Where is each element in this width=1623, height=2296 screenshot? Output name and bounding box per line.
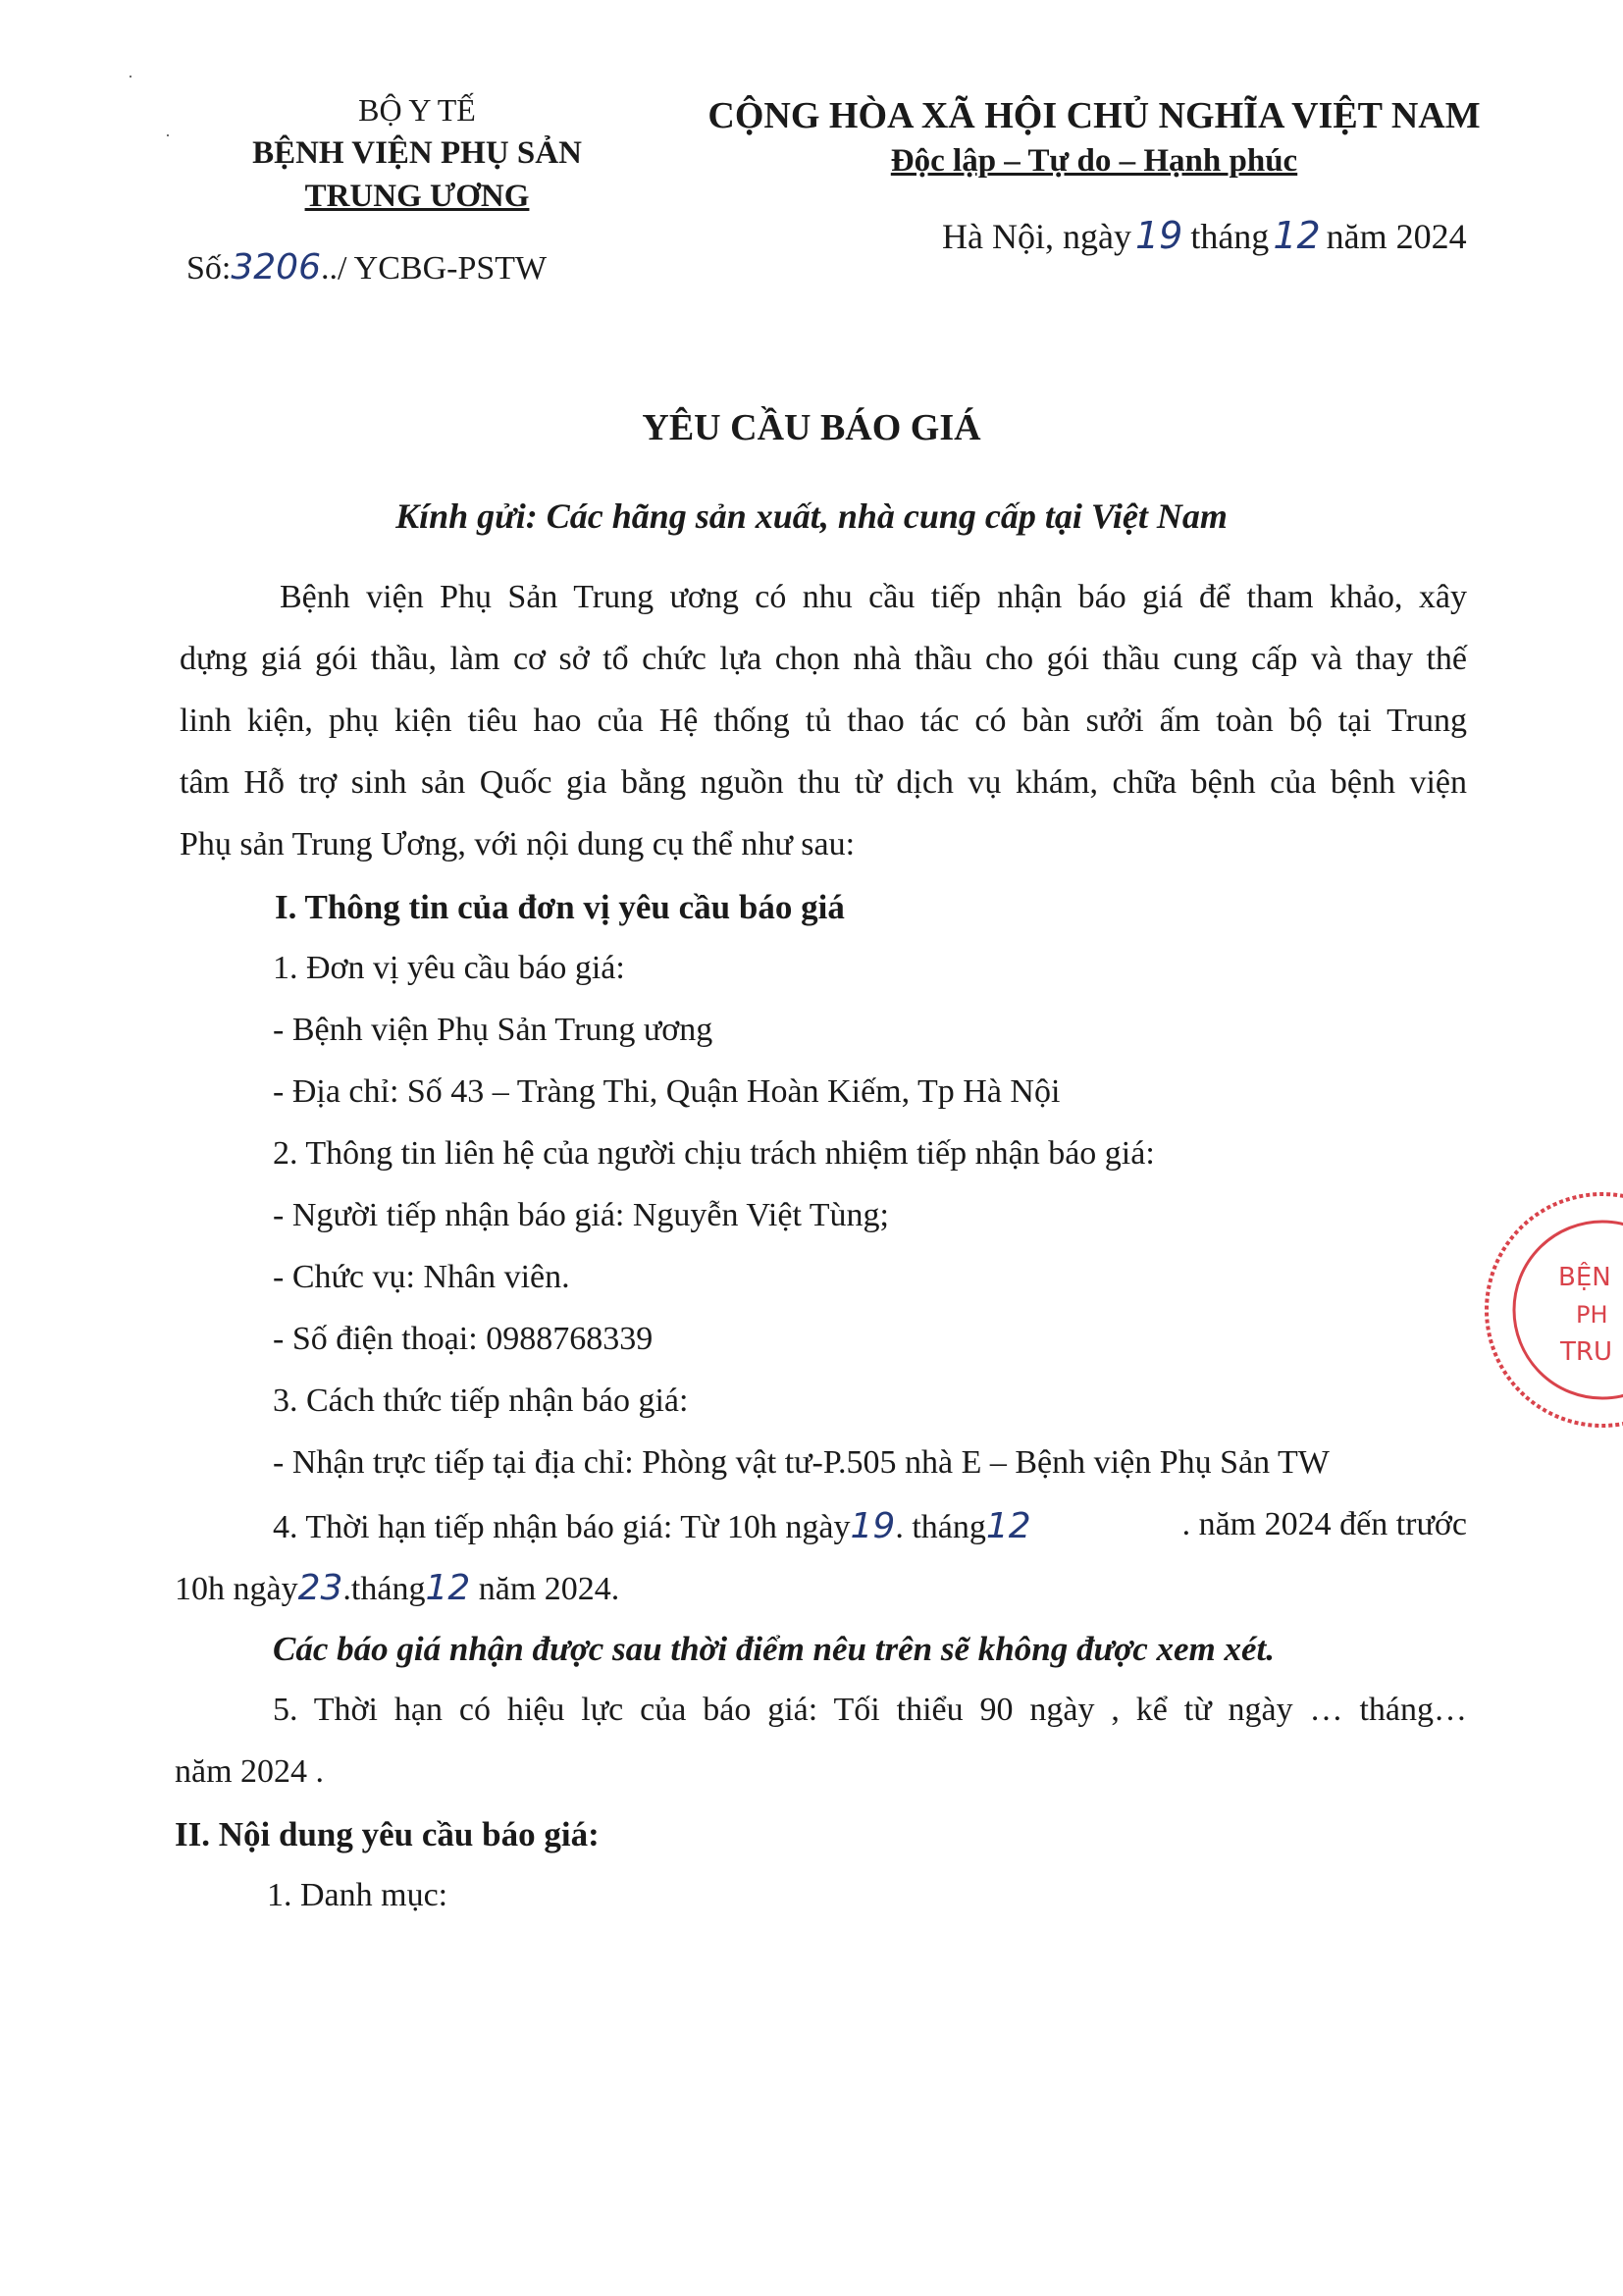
intro-line-3: linh kiện, phụ kiện tiêu hao của Hệ thống tủ thao tác có bàn sưởi ấm toàn bộ tại Trung [180,703,1467,739]
item-4-start-day-handwritten: 19 [850,1506,896,1546]
scan-speck: · [128,67,133,86]
item-4-text-c: . năm 2024 đến trước [1181,1506,1467,1542]
intro-line-4: tâm Hỗ trợ sinh sản Quốc gia bằng nguồn thu từ dịch vụ khám, chữa bệnh của bệnh viện [180,764,1467,801]
hospital-name-line2: TRUNG ƯƠNG [304,179,530,214]
section-1-item-5-line-2: năm 2024 . [175,1753,325,1790]
receipt-method: - Nhận trực tiếp tại địa chỉ: Phòng vật tư-P.505 nhà E – Bệnh viện Phụ Sản TW [273,1444,1330,1481]
section-1-item-5-line-1: 5. Thời hạn có hiệu lực của báo giá: Tối thiểu 90 ngày , kể từ ngày … tháng… [273,1692,1467,1728]
date-year: năm 2024 [1326,217,1467,256]
document-number [186,247,547,287]
receiver-position: - Chức vụ: Nhân viên. [273,1259,570,1295]
document-number-suffix: ../ YCBG-PSTW [320,250,548,287]
item-4-end-month-handwritten: 12 [425,1568,471,1608]
section-1-item-3: 3. Cách thức tiếp nhận báo giá: [273,1383,689,1419]
document-number-handwritten: 3206 [231,247,321,287]
date-day-handwritten: 19 [1134,214,1183,257]
ministry-name: BỘ Y TẾ [358,92,476,128]
section-1-item-4-line-2: 10h ngày23.tháng12 năm 2024. [175,1568,620,1608]
document-date [942,214,1467,257]
section-2-item-1: 1. Danh mục: [267,1877,448,1913]
header-left [177,88,657,218]
intro-line-1: Bệnh viện Phụ Sản Trung ương có nhu cầu tiếp nhận báo giá để tham khảo, xây [280,579,1467,615]
date-month-label: tháng [1190,217,1270,256]
item-4-end-day-handwritten: 23 [297,1568,343,1608]
receiver-phone: - Số điện thoại: 0988768339 [273,1321,654,1357]
document-number-prefix: Số: [186,250,232,287]
unit-name: - Bệnh viện Phụ Sản Trung ương [273,1012,713,1048]
document-title: YÊU CẦU BÁO GIÁ [642,407,981,448]
seal-text-3: TRU [1560,1337,1612,1367]
item-4-start-month-handwritten: 12 [985,1506,1031,1546]
hospital-name-line1: BỆNH VIỆN PHỤ SẢN [252,135,582,171]
country-name: CỘNG HÒA XÃ HỘI CHỦ NGHĨA VIỆT NAM [707,95,1481,136]
receiver-name: - Người tiếp nhận báo giá: Nguyễn Việt Tùng; [273,1197,890,1233]
intro-line-2: dựng giá gói thầu, làm cơ sở tổ chức lựa chọn nhà thầu cho gói thầu cung cấp và thay thế [180,641,1467,677]
seal-text-1: BỆN [1558,1263,1611,1292]
unit-address: - Địa chỉ: Số 43 – Tràng Thi, Quận Hoàn Kiếm, Tp Hà Nội [273,1073,1061,1110]
scan-speck: · [165,126,171,145]
item-4-text-a: 4. Thời hạn tiếp nhận báo giá: Từ 10h ngày19. tháng12 [273,1506,1031,1546]
section-1-item-2: 2. Thông tin liên hệ của người chịu trách nhiệm tiếp nhận báo giá: [273,1135,1155,1172]
official-seal [1480,1187,1623,1433]
section-1-item-1: 1. Đơn vị yêu cầu báo giá: [273,950,625,986]
section-2-heading: II. Nội dung yêu cầu báo giá: [175,1815,600,1853]
date-month-handwritten: 12 [1273,214,1321,257]
recipient-line: Kính gửi: Các hãng sản xuất, nhà cung cấp tại Việt Nam [395,496,1228,536]
section-1-item-4-line-1 [273,1506,1467,1546]
date-prefix: Hà Nội, ngày [942,217,1131,256]
section-1-heading: I. Thông tin của đơn vị yêu cầu báo giá [275,888,845,926]
seal-text-2: PH [1576,1301,1608,1329]
intro-line-5: Phụ sản Trung Ương, với nội dung cụ thể như sau: [180,826,856,862]
national-motto: Độc lập – Tự do – Hạnh phúc [890,143,1298,179]
late-quotation-note: Các báo giá nhận được sau thời điểm nêu trên sẽ không được xem xét. [273,1630,1275,1668]
header-right [677,92,1511,183]
